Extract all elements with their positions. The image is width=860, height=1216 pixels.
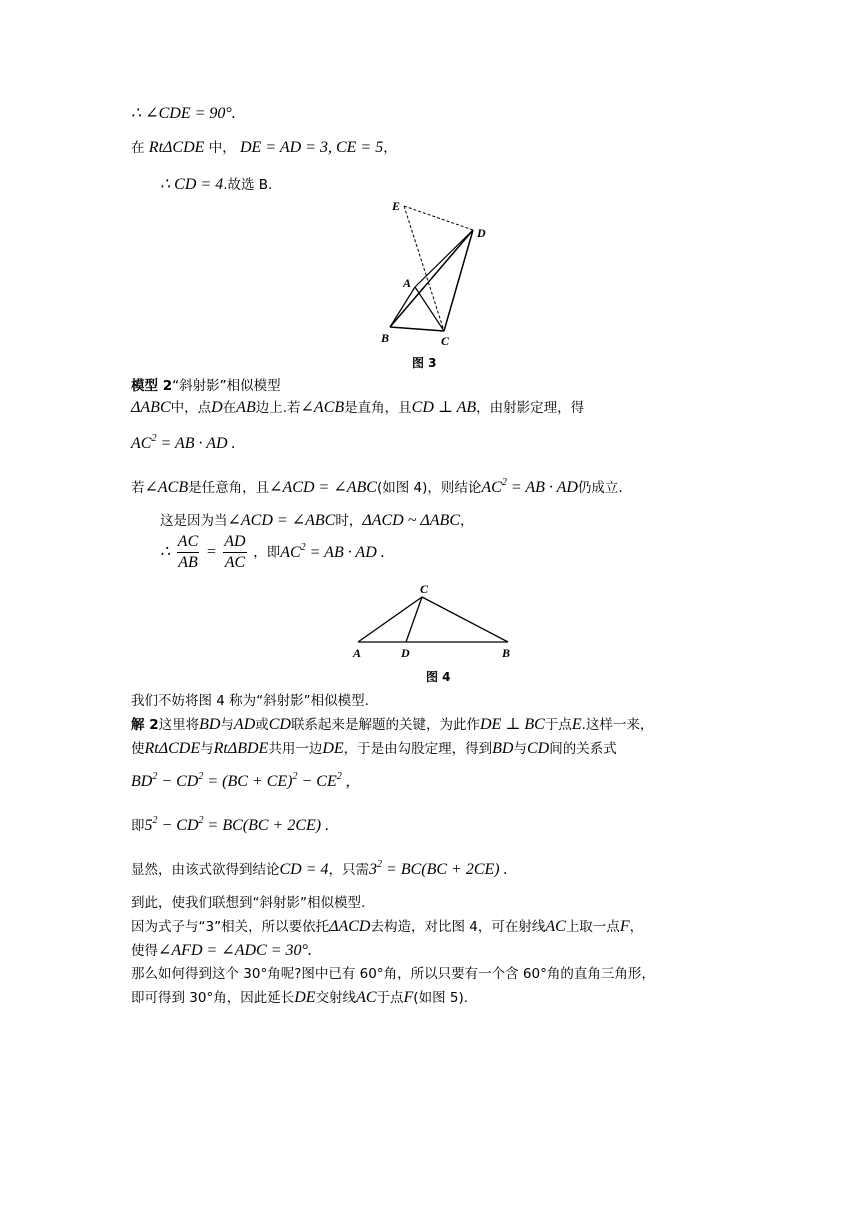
line-arbitrary-angle: 若∠ACB是任意角，且∠ACD = ∠ABC(如图 4)，则结论$AC^2$ = AB · AD仍成立. xyxy=(131,477,623,496)
fig3-label-D: D xyxy=(477,226,486,240)
figure-4 xyxy=(350,580,520,662)
fig3-dashed-ED xyxy=(404,206,473,230)
fig3-line-BC xyxy=(390,327,444,331)
line-shared-side: 使RtΔCDE与RtΔBDE共用一边DE，于是由勾股定理，得到BD与CD间的关系式 xyxy=(131,740,617,757)
fig3-label-E: E xyxy=(392,199,401,213)
figure-4-caption: 图 4 xyxy=(426,670,451,684)
fig3-label-A: A xyxy=(403,276,412,290)
line-construct-f: 因为式子与“3”相关，所以要依托ΔACD去构造，对比图 4，可在射线AC上取一点F， xyxy=(131,918,644,935)
fig4-label-B: B xyxy=(502,646,511,660)
fig3-dashed-EC xyxy=(404,206,444,331)
line-associate-model: 到此，使我们联想到“斜射影”相似模型. xyxy=(131,895,366,911)
line-extend-de: 即可得到 30°角，因此延长DE交射线AC于点F(如图 5). xyxy=(131,989,469,1006)
line-ac2-equation: $AC^2$ = AB · AD . xyxy=(131,433,236,452)
line-model-name: 我们不妨将图 4 称为“斜射影”相似模型. xyxy=(131,693,369,709)
line-need-3-squared: 显然，由该式欲得到结论CD = 4，只需$3^2 = BC(BC + 2CE)$ . xyxy=(131,859,508,878)
line-abc-right-angle: ΔABC中，点D在AB边上.若∠ACB是直角，且CD ⊥ AB，由射影定理，得 xyxy=(131,399,585,416)
line-rt-cde: 在 RtΔCDE 中， DE = AD = 3, CE = 5， xyxy=(131,139,397,156)
fig4-label-C: C xyxy=(420,582,429,596)
model-2-title: 模型 2“斜射影”相似模型 xyxy=(131,378,281,394)
fig4-label-D: D xyxy=(401,646,410,660)
fraction-ac-ab: $\frac{AC}{AB}$ xyxy=(177,533,199,571)
figure-3-caption: 图 3 xyxy=(412,356,437,370)
line-similar-triangles: 这是因为当∠ACD = ∠ABC时，ΔACD ~ ΔABC， xyxy=(160,512,474,529)
solution-2-intro: 解 2这里将BD与AD或CD联系起来是解题的关键，为此作DE ⊥ BC于点E.这样一来， xyxy=(131,716,654,733)
fig3-label-C: C xyxy=(441,334,450,348)
fig4-line-CB xyxy=(422,597,508,642)
line-30-degree: 那么如何得到这个 30°角呢?图中已有 60°角，所以只要有一个含 60°角的直角三角形， xyxy=(131,966,655,982)
fig3-line-CD xyxy=(444,230,473,331)
fig3-label-B: B xyxy=(381,331,390,345)
figure-3 xyxy=(370,192,510,352)
line-fraction-equation: ∴ $\frac{AC}{AB}$ = $\frac{AD}{AC}$ ，即$AC^2$ = AB · AD . xyxy=(160,533,385,571)
line-bd-cd-relation: $BD^2 - CD^2 = (BC + CE)^2 - CE^2$ , xyxy=(131,771,350,790)
line-cd-4: ∴ CD = 4.故选 B. xyxy=(160,176,273,193)
fraction-ad-ac: $\frac{AD}{AC}$ xyxy=(224,533,246,571)
line-cde-90: ∴ ∠CDE = 90°. xyxy=(131,105,236,122)
fig3-line-AC xyxy=(415,287,444,331)
fig4-line-CD xyxy=(406,597,422,642)
fig4-label-A: A xyxy=(353,646,362,660)
fig3-line-AB xyxy=(390,287,415,327)
fig4-line-AC xyxy=(358,597,422,642)
line-angle-afd: 使得∠AFD = ∠ADC = 30°. xyxy=(131,942,312,959)
line-5-squared: 即$5^2 - CD^2 = BC(BC + 2CE)$ . xyxy=(131,815,330,834)
